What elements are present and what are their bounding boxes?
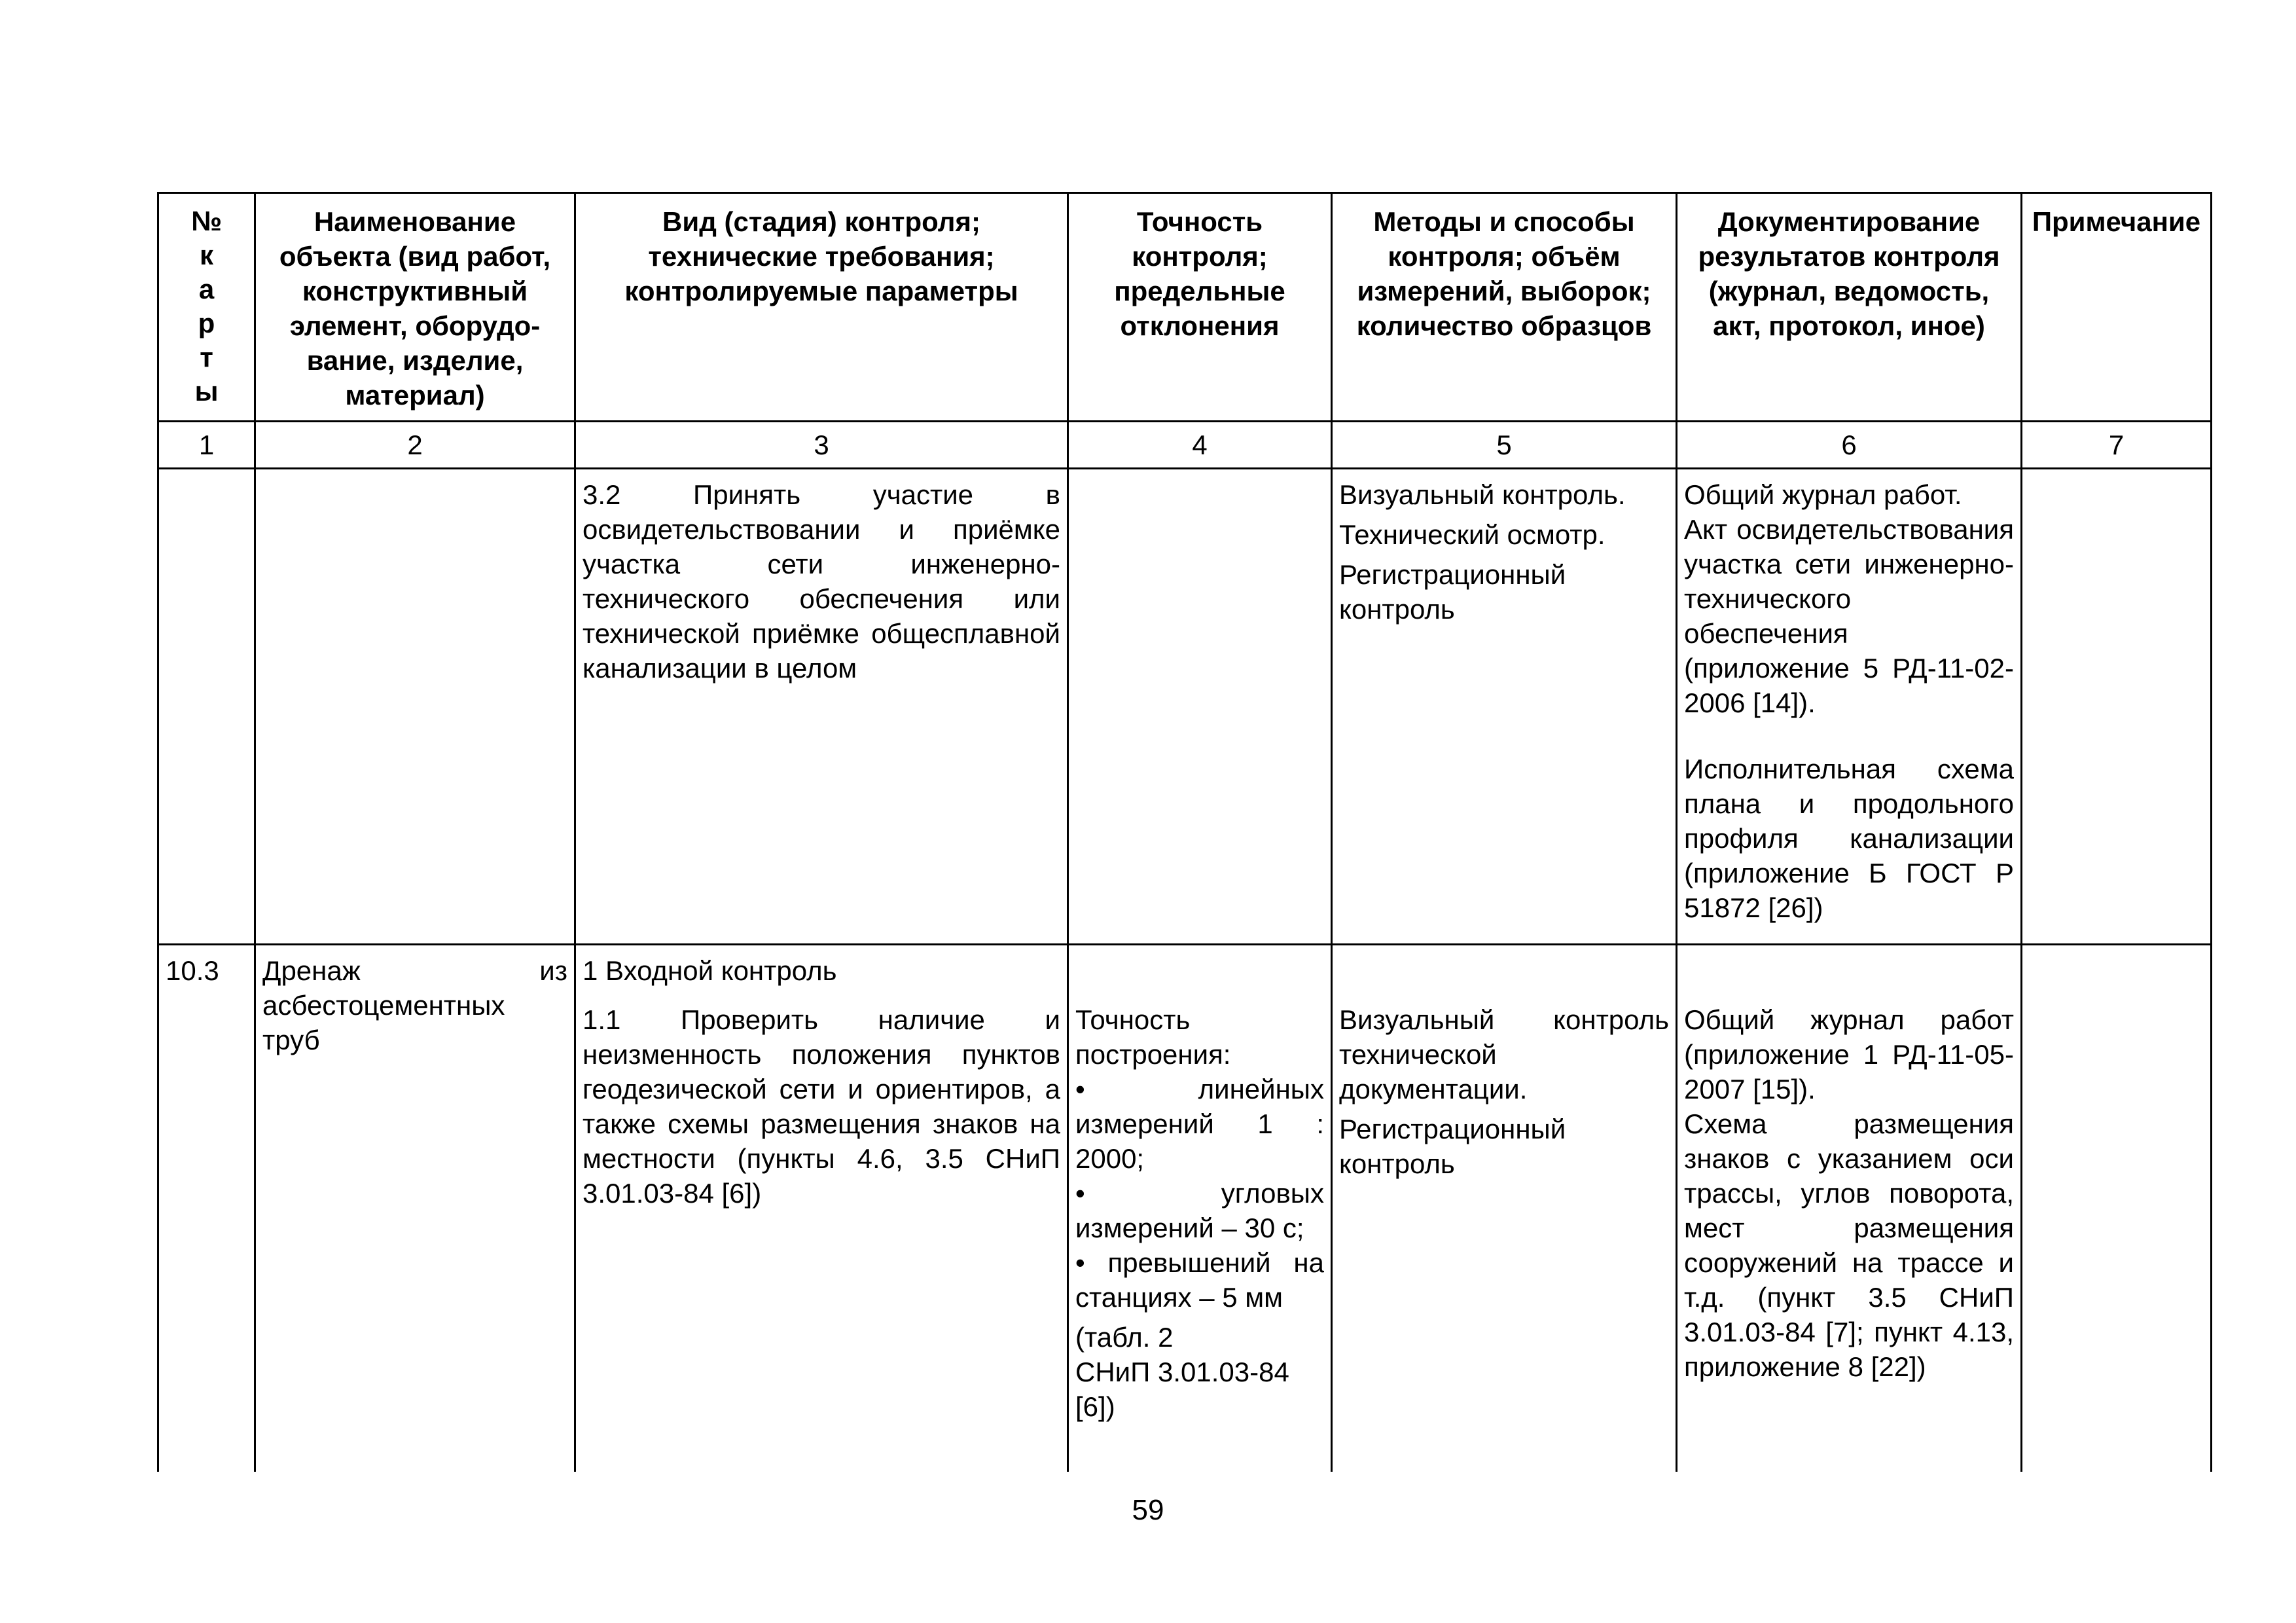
column-number: 7 bbox=[2022, 422, 2212, 469]
column-number: 2 bbox=[255, 422, 575, 469]
header-map-number: № к а р т ы bbox=[158, 193, 255, 422]
header-row bbox=[158, 193, 2212, 422]
page-number: 59 bbox=[1132, 1494, 1164, 1526]
cell-documentation: Общий журнал работ. Акт освидетельствования участка сети инженерно-технического обеспечения (приложение 5 РД-11-02-2006 [14]). Исполнительная схема плана и продольного профиля канализации (приложение Б ГОСТ Р 51872 [26]) bbox=[1677, 469, 2022, 945]
table-row bbox=[158, 469, 2212, 945]
table-row bbox=[158, 945, 2212, 1472]
cell-map-number: 10.3 bbox=[158, 945, 255, 1472]
header-documentation: Документирование результатов контроля (журнал, ведомость, акт, протокол, иное) bbox=[1677, 193, 2022, 422]
cell-map-number bbox=[158, 469, 255, 945]
cell-note bbox=[2022, 469, 2212, 945]
cell-object-name: Дренаж из асбестоцементных труб bbox=[255, 945, 575, 1472]
cell-methods: Визуальный контроль. Технический осмотр. Регистрационный контроль bbox=[1332, 469, 1677, 945]
control-table bbox=[157, 192, 2212, 1472]
control-stage-heading: 1 Входной контроль bbox=[583, 955, 837, 986]
column-number: 4 bbox=[1068, 422, 1332, 469]
column-number: 3 bbox=[575, 422, 1068, 469]
header-control-type: Вид (стадия) контроля; технические требования; контролируемые параметры bbox=[575, 193, 1068, 422]
column-number: 5 bbox=[1332, 422, 1677, 469]
cell-control-requirement: 1 Входной контроль 1.1 Проверить наличие и неизменность положения пунктов геодезической сети и ориентиров, а также схемы размещения знаков на местности (пункты 4.6, 3.5 СНиП 3.01.03-84 [6]) bbox=[575, 945, 1068, 1472]
header-object-name: Наименование объекта (вид работ, конструктивный элемент, оборудо- вание, изделие, материал) bbox=[255, 193, 575, 422]
column-number: 6 bbox=[1677, 422, 2022, 469]
cell-accuracy bbox=[1068, 469, 1332, 945]
cell-control-requirement: 3.2 Принять участие в освидетельствовании и приёмке участка сети инженерно-технического обеспечения или технической приёмке общесплавной канализации в целом bbox=[575, 469, 1068, 945]
cell-accuracy: Точность построения: • линейных измерений 1 : 2000; • угловых измерений – 30 с; • превышений на станциях – 5 мм (табл. 2 СНиП 3.01.03-84 [6]) bbox=[1068, 945, 1332, 1472]
cell-object-name bbox=[255, 469, 575, 945]
column-number-row bbox=[158, 422, 2212, 469]
column-number: 1 bbox=[158, 422, 255, 469]
header-note: Примечание bbox=[2022, 193, 2212, 422]
header-accuracy: Точность контроля; предельные отклонения bbox=[1068, 193, 1332, 422]
header-methods: Методы и способы контроля; объём измерений, выборок; количество образцов bbox=[1332, 193, 1677, 422]
cell-documentation: Общий журнал работ (приложение 1 РД-11-05-2007 [15]). Схема размещения знаков с указанием оси трассы, углов поворота, мест размещения сооружений на трассе и т.д. (пункт 3.5 СНиП 3.01.03-84 [7]; пункт 4.13, приложение 8 [22]) bbox=[1677, 945, 2022, 1472]
cell-note bbox=[2022, 945, 2212, 1472]
cell-methods: Визуальный контроль технической документации. Регистрационный контроль bbox=[1332, 945, 1677, 1472]
